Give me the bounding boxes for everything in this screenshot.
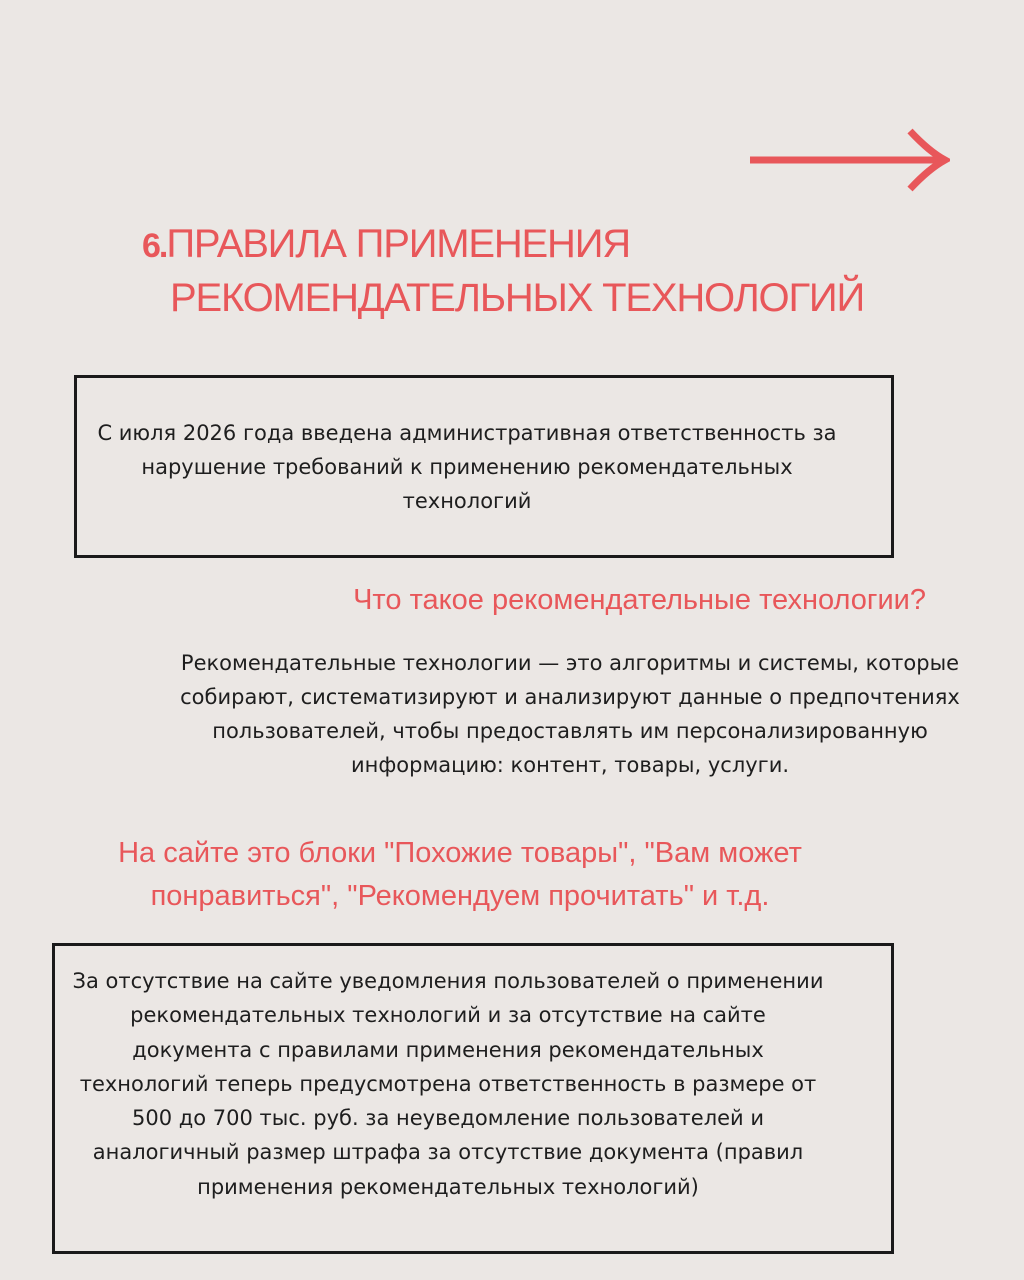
- notice-text: С июля 2026 года введена административная ответственность за нарушение требований к применению рекомендательных технологий: [97, 420, 837, 513]
- section-question: Что такое рекомендательные технологии?: [353, 584, 926, 616]
- notice-box: [74, 375, 894, 558]
- arrow-right-icon: [748, 128, 950, 194]
- penalty-box: [52, 943, 894, 1254]
- examples-callout: На сайте это блоки "Похожие товары", "Вам может понравиться", "Рекомендуем прочитать" и т.д.: [118, 837, 802, 912]
- title-line-1: ПРАВИЛА ПРИМЕНЕНИЯ: [166, 222, 630, 266]
- penalty-text: За отсутствие на сайте уведомления пользователей о применении рекомендательных технологий и за отсутствие на сайте документа с правилами применения рекомендательных технологий теперь предусмотрена ответственность в размере от 500 до 700 тыс. руб. за неуведомление пользователей и аналогичный размер штрафа за отсутствие документа (правил применения рекомендательных технологий): [72, 969, 824, 1199]
- title-line-2: РЕКОМЕНДАТЕЛЬНЫХ ТЕХНОЛОГИЙ: [170, 276, 865, 320]
- section-number: 6.: [142, 227, 167, 265]
- definition-text: Рекомендательные технологии — это алгоритмы и системы, которые собирают, систематизируют и анализируют данные о предпочтениях пользователей, чтобы предоставлять им персонализированную информацию: контент, товары, услуги.: [180, 651, 960, 777]
- page-title: [142, 218, 902, 324]
